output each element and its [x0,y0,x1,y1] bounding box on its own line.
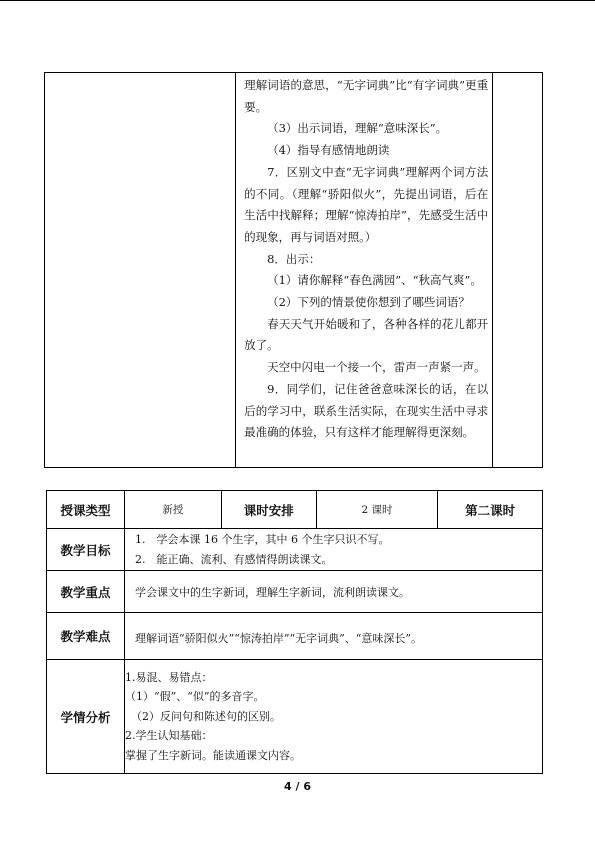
step-line: 7．区别文中查“无字词典”理解两个词方法的不同。（理解“骄阳似火”，先提出词语，后在生活中找解释；理解“惊涛拍岸”，先感受生活中的现象，再与词语对照。） [244,164,489,244]
analysis-item: （1）“假”、“似”的多音字。 [124,690,265,704]
difficulties-label: 教学难点 [47,613,125,660]
empty-left-cell [45,73,236,468]
goals-label: 教学目标 [47,529,125,571]
step-line: 春天天气开始暖和了，各种各样的花儿都开放了。 [244,316,489,353]
step-line: （4）指导有感情地朗读 [267,143,390,158]
goals-content [124,529,542,571]
lesson-plan-table [46,490,543,774]
analysis-content [124,660,542,774]
analysis-item: （2）反问句和陈述句的区别。 [130,709,281,723]
type-value: 新授 [124,491,221,529]
analysis-item: 2.学生认知基础： [124,729,213,743]
step-line: （2）下列的情景使你想到了哪些词语？ [267,295,470,310]
goal-item: 2. 能正确、流利、有感情得朗读课文。 [134,552,333,566]
step-line: 8．出示： [267,251,321,266]
step-line: （1）请你解释“春色满园”、“秋高气爽”。 [267,273,482,288]
step-line: 理解词语的意思，“无字词典”比“有字词典”更重要。 [244,78,489,114]
key-points-text: 学会课文中的生字新词，理解生字新词，流利朗读课文。 [124,571,542,613]
key-points-label: 教学重点 [47,571,125,613]
difficulties-text: 理解词语“骄阳似火”“惊涛拍岸”“无字词典”、“意味深长”。 [124,613,542,660]
analysis-label: 学情分析 [47,660,125,774]
session-label: 第二课时 [438,491,543,529]
empty-right-cell [493,73,543,468]
page-number: 4 / 6 [284,780,311,793]
header-rule [0,0,595,1]
step-line: 9．同学们，记住爸爸意味深长的话，在以后的学习中，联系生活实际，在现实生活中寻求最准确的体验，只有这样才能理解得更深刻。 [244,381,489,440]
lesson-steps-cell [236,73,493,468]
analysis-item: 掌握了生字新词。能读通课文内容。 [124,748,301,762]
schedule-value: 2 课时 [316,491,438,529]
step-line: （3）出示词语，理解“意味深长”。 [267,121,448,136]
type-label: 授课类型 [47,491,125,529]
goal-item: 1. 学会本课 16 个生字，其中 6 个生字只识不写。 [134,532,390,546]
lesson-flow-table [44,72,543,468]
analysis-item: 1.易混、易错点： [124,670,213,684]
schedule-label: 课时安排 [221,491,316,529]
step-line: 天空中闪电一个接一个，雷声一声紧一声。 [267,360,486,375]
